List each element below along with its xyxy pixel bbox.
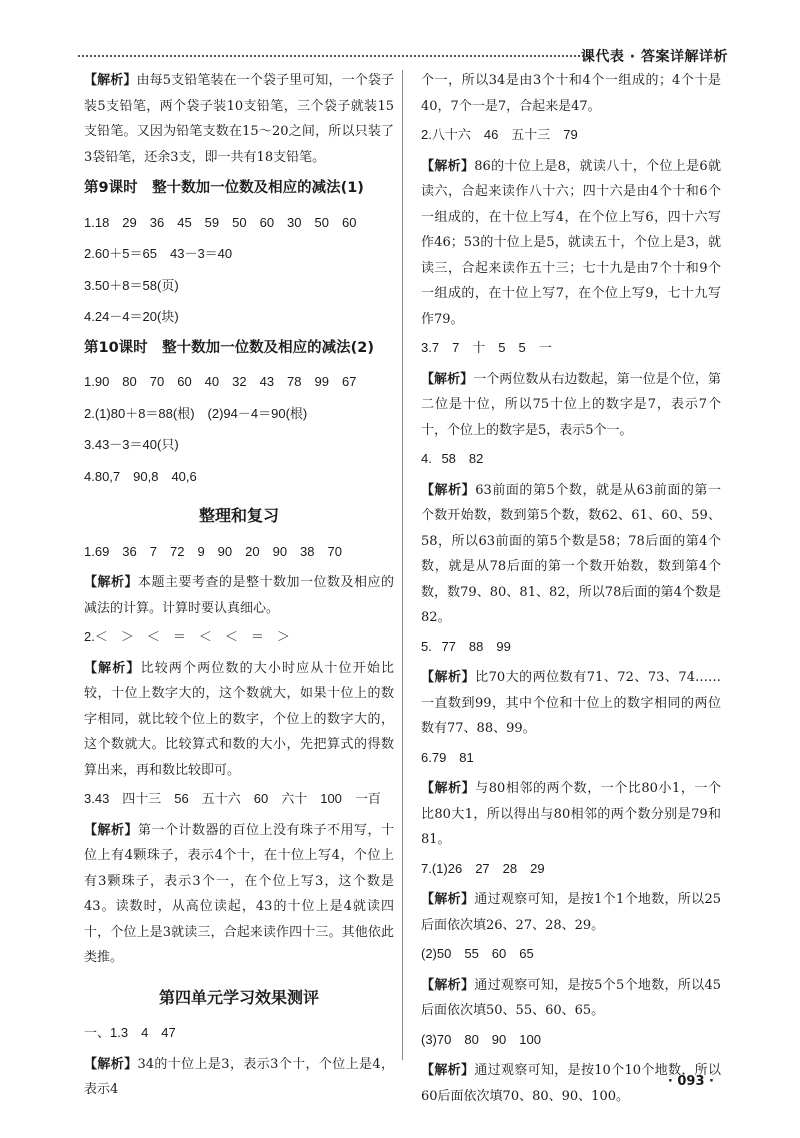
answer-line: 4. 58 82 [421,451,484,466]
explanation-text: 第一个计数器的百位上没有珠子不用写，十位上有4颗珠子，表示4个十，在十位上写4，个位上有3颗珠子，表示3个一，在个位上写3，这个数是43。读数时，从高位读起，43的十位上是4就读四十，个位上是3就读三，合起来读作四十三。其他依此类推。 [84,822,394,965]
answer-line: 6.79 81 [421,749,474,765]
explanation-tag: 【解析】 [84,1056,138,1072]
explanation-text: 63前面的第5个数，就是从63前面的第一个数开始数，数到第5个数，数62、61、60、59、58，所以63前面的第5个数是58；78后面的第4个数，就是从78后面的第一个数开始数，数到第4个数，数79、80、81、82，所以78后面的第4个数是82。 [421,482,721,625]
explanation [84,570,394,621]
explanation-tag: 【解析】 [421,781,476,796]
explanation-tag: 【解析】 [84,575,138,590]
explanation-text: 比较两个两位数的大小时应从十位开始比较，十位上数字大的，这个数就大，如果十位上的数字相同，就比较个位上的数字，个位上的数字大的，这个数就大。比较算式和数的大小，先把算式的得数算出来，再和数比较即可。 [84,660,394,778]
lesson-10-title: 第10课时 整十数加一位数及相应的减法(2) [84,339,375,356]
explanation-tag: 【解析】 [421,670,476,685]
answer-line: 2.60＋5＝65 43－3＝40 [84,246,233,261]
explanation [421,478,721,631]
answer-line: 2.(1)80＋8＝88(根) (2)94－4＝90(根) [84,405,308,421]
answer-line: 5. 77 88 99 [421,638,511,654]
explanation-text: 比70大的两位数有71、72、73、74……一直数到99，其中个位和十位上的数字相同的两位数有77、88、99。 [421,670,721,736]
explanation-tag: 【解析】 [421,892,475,907]
explanation [421,367,721,444]
answer-line: 4.24－4＝20(块) [84,309,179,324]
answer-line: 7.(1)26 27 28 29 [421,860,545,876]
left-column [84,68,394,1106]
explanation [421,887,721,938]
explanation [421,973,721,1024]
explanation-continued: 个一，所以34是由3个十和4个一组成的；4个十是40，7个一是7，合起来是47。 [421,73,721,114]
answer-line: 3.43 四十三 56 五十六 60 六十 100 一百 [84,791,381,806]
explanation-text: 与80相邻的两个数，一个比80小1，一个比80大1，所以得出与80相邻的两个数分别是79和81。 [421,781,721,847]
explanation [84,1052,394,1103]
answer-line: (3)70 80 90 100 [421,1031,541,1047]
explanation-tag: 【解析】 [84,822,138,838]
explanation-tag: 【解析】 [421,371,474,387]
explanation-tag: 【解析】 [84,73,137,88]
answer-line: 1.18 29 36 45 59 50 60 30 50 60 [84,214,357,230]
right-column [421,68,721,1112]
answer-line: 3.50＋8＝58(页) [84,277,179,293]
explanation-text: 86的十位上是8，就读八十，个位上是6就读六，合起来读作八十六；四十六是由4个十和6个一组成的，在十位上写4，在个位上写6，四十六写作46；53的十位上是5，就读五十，个位上是3，就读三，合起来读作五十三；七十九是由7个十和9个一组成的，在十位上写7，在个位上写9，七十九写作79。 [421,158,721,327]
answer-line: 2.＜ ＞ ＜ ＝ ＜ ＜ ＝ ＞ [84,629,290,644]
explanation-tag: 【解析】 [421,977,475,993]
explanation-text: 由每5支铅笔装在一个袋子里可知，一个袋子装5支铅笔，两个袋子装10支铅笔，三个袋子就装15支铅笔。又因为铅笔支数在15～20之间，所以只装了3袋铅笔，还余3支，即一共有18支铅笔。 [84,73,394,165]
answer-line: 1.69 36 7 72 9 90 20 90 38 70 [84,543,342,559]
header-title: 课代表 · 答案详解详析 [580,49,728,65]
explanation [84,656,394,784]
answer-line: 3.7 7 十 5 5 一 [421,340,552,355]
explanation-tag: 【解析】 [421,1063,475,1078]
column-divider [402,70,403,1060]
unit-test-section-title: 第四单元学习效果测评 [158,987,319,1007]
lesson-9-title: 第9课时 整十数加一位数及相应的减法(1) [84,180,364,196]
answer-line: 2.八十六 46 五十三 79 [421,127,578,142]
explanation-tag: 【解析】 [421,158,475,174]
explanation [421,154,721,333]
header-dotted-rule [78,55,588,57]
review-section-title: 整理和复习 [198,506,279,525]
answer-line: 一、1.3 4 47 [84,1025,176,1040]
answer-line: 1.90 80 70 60 40 32 43 78 99 67 [84,374,357,389]
explanation-text: 一个两位数从右边数起，第一位是个位，第二位是十位，所以75十位上的数字是7，表示7个十，个位上的数字是5，表示5个一。 [421,371,721,438]
answer-line: (2)50 55 60 65 [421,946,534,961]
explanation [421,776,721,853]
explanation [421,665,721,742]
explanation [84,68,394,170]
explanation [84,818,394,971]
page-header [78,44,728,68]
explanation-text: 34的十位上是3，表示3个十，个位上是4，表示4 [84,1056,394,1097]
explanation-text: 通过观察可知，是按5个5个地数，所以45后面依次填50、55、60、65。 [421,977,721,1018]
answer-line: 4.80,7 90,8 40,6 [84,468,197,484]
explanation-text: 通过观察可知，是按1个1个地数，所以25后面依次填26、27、28、29。 [421,892,721,933]
explanation-text: 本题主要考查的是整十数加一位数及相应的减法的计算。计算时要认真细心。 [84,575,394,616]
answer-line: 3.43－3＝40(只) [84,437,179,452]
page-number: · 093 · [667,1074,714,1089]
explanation-tag: 【解析】 [84,660,141,676]
explanation-tag: 【解析】 [421,482,476,498]
explanation-text: 通过观察可知，是按10个10个地数，所以60后面依次填70、80、90、100。 [421,1063,721,1104]
